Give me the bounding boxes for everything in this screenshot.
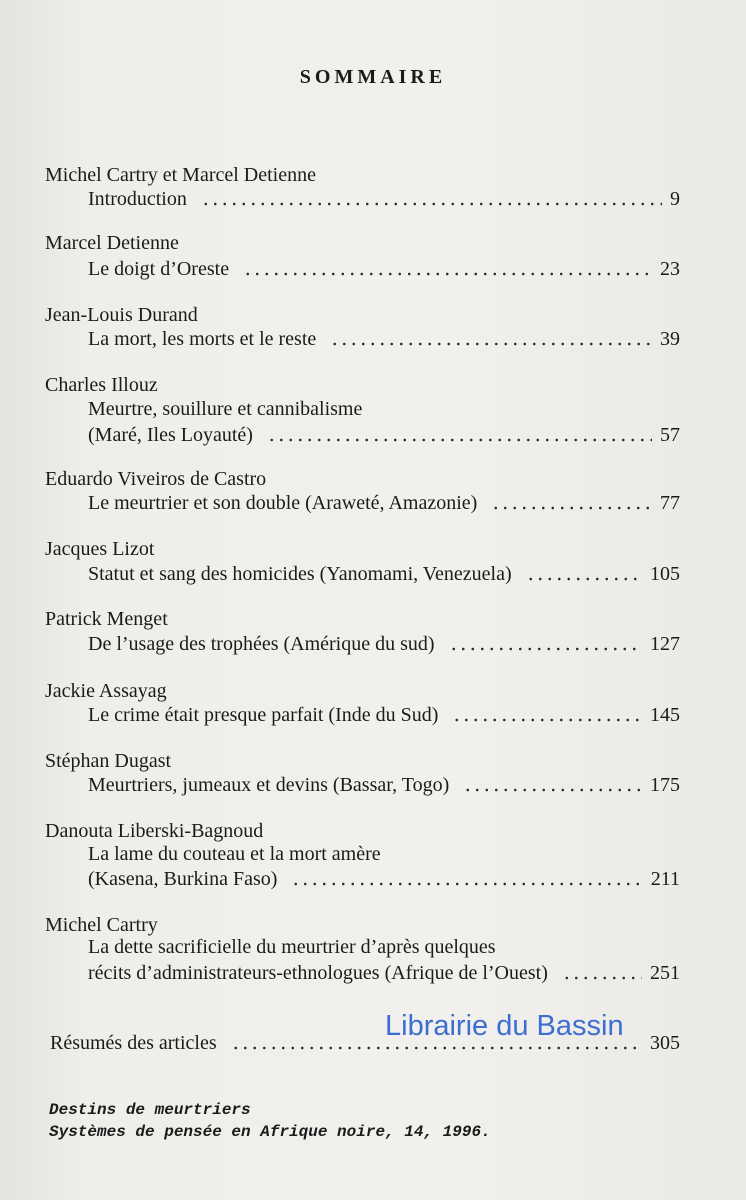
toc-title-continued: (Maré, Iles Loyauté)	[88, 424, 253, 446]
toc-title: La dette sacrificielle du meurtrier d’après quelques	[88, 936, 496, 958]
toc-page-number: 39	[660, 328, 680, 350]
watermark-text: Librairie du Bassin	[385, 1010, 624, 1042]
toc-page-number: 305	[650, 1032, 680, 1054]
toc-page-number: 9	[670, 188, 680, 210]
toc-line	[88, 256, 680, 280]
toc-title: Statut et sang des homicides (Yanomami, Venezuela)	[88, 563, 512, 585]
footer-series: Systèmes de pensée en Afrique noire, 14, 1996.	[49, 1123, 491, 1141]
toc-title: La lame du couteau et la mort amère	[88, 843, 381, 865]
dot-leader	[231, 1046, 642, 1050]
toc-page-number: 23	[660, 258, 680, 280]
toc-title: De l’usage des trophées (Amérique du sud)	[88, 633, 435, 655]
toc-title: Le crime était presque parfait (Inde du Sud)	[88, 704, 439, 726]
toc-title-continued: récits d’administrateurs-ethnologues (Afrique de l’Ouest)	[88, 962, 548, 984]
toc-page-number: 211	[650, 868, 680, 890]
dot-leader	[491, 506, 652, 510]
toc-line	[88, 936, 680, 960]
toc-page-number: 57	[660, 424, 680, 446]
toc-line	[88, 960, 680, 984]
toc-summary-label: Résumés des articles	[50, 1032, 217, 1054]
toc-line	[88, 702, 680, 726]
toc-line	[88, 398, 680, 422]
toc-author: Michel Cartry et Marcel Detienne	[45, 164, 316, 186]
dot-leader	[267, 438, 652, 442]
toc-line	[88, 490, 680, 514]
toc-author: Jean-Louis Durand	[45, 304, 198, 326]
toc-page-number: 175	[650, 774, 680, 796]
toc-page-number: 145	[650, 704, 680, 726]
toc-page-number: 105	[650, 563, 680, 585]
toc-author: Michel Cartry	[45, 914, 158, 936]
toc-line	[88, 422, 680, 446]
toc-title: La mort, les morts et le reste	[88, 328, 317, 350]
dot-leader	[291, 882, 642, 886]
toc-line	[88, 186, 680, 210]
toc-page-number: 251	[650, 962, 680, 984]
dot-leader	[201, 202, 662, 206]
dot-leader	[526, 577, 642, 581]
toc-author: Eduardo Viveiros de Castro	[45, 468, 267, 490]
toc-author: Jacques Lizot	[45, 538, 155, 560]
toc-author: Patrick Menget	[45, 608, 168, 630]
toc-title: Le meurtrier et son double (Araweté, Amazonie)	[88, 492, 478, 514]
toc-line	[88, 326, 680, 350]
toc-line	[88, 772, 680, 796]
toc-title: Introduction	[88, 188, 187, 210]
dot-leader	[463, 788, 642, 792]
toc-line	[88, 631, 680, 655]
dot-leader	[243, 272, 652, 276]
dot-leader	[452, 718, 642, 722]
toc-line	[88, 843, 680, 867]
toc-author: Charles Illouz	[45, 374, 158, 396]
page-title: SOMMAIRE	[299, 66, 447, 88]
footer-book-title: Destins de meurtriers	[49, 1101, 251, 1119]
dot-leader	[330, 342, 652, 346]
toc-author: Jackie Assayag	[45, 680, 167, 702]
toc-line	[88, 866, 680, 890]
dot-leader	[562, 976, 642, 980]
toc-page-number: 127	[650, 633, 680, 655]
toc-line	[88, 561, 680, 585]
toc-author: Stéphan Dugast	[45, 750, 172, 772]
toc-page-number: 77	[660, 492, 680, 514]
dot-leader	[449, 647, 642, 651]
toc-title: Meurtriers, jumeaux et devins (Bassar, Togo)	[88, 774, 450, 796]
toc-author: Danouta Liberski-Bagnoud	[45, 820, 264, 842]
toc-title: Meurtre, souillure et cannibalisme	[88, 398, 363, 420]
toc-title: Le doigt d’Oreste	[88, 258, 230, 280]
toc-author: Marcel Detienne	[45, 232, 179, 254]
toc-title-continued: (Kasena, Burkina Faso)	[88, 868, 278, 890]
